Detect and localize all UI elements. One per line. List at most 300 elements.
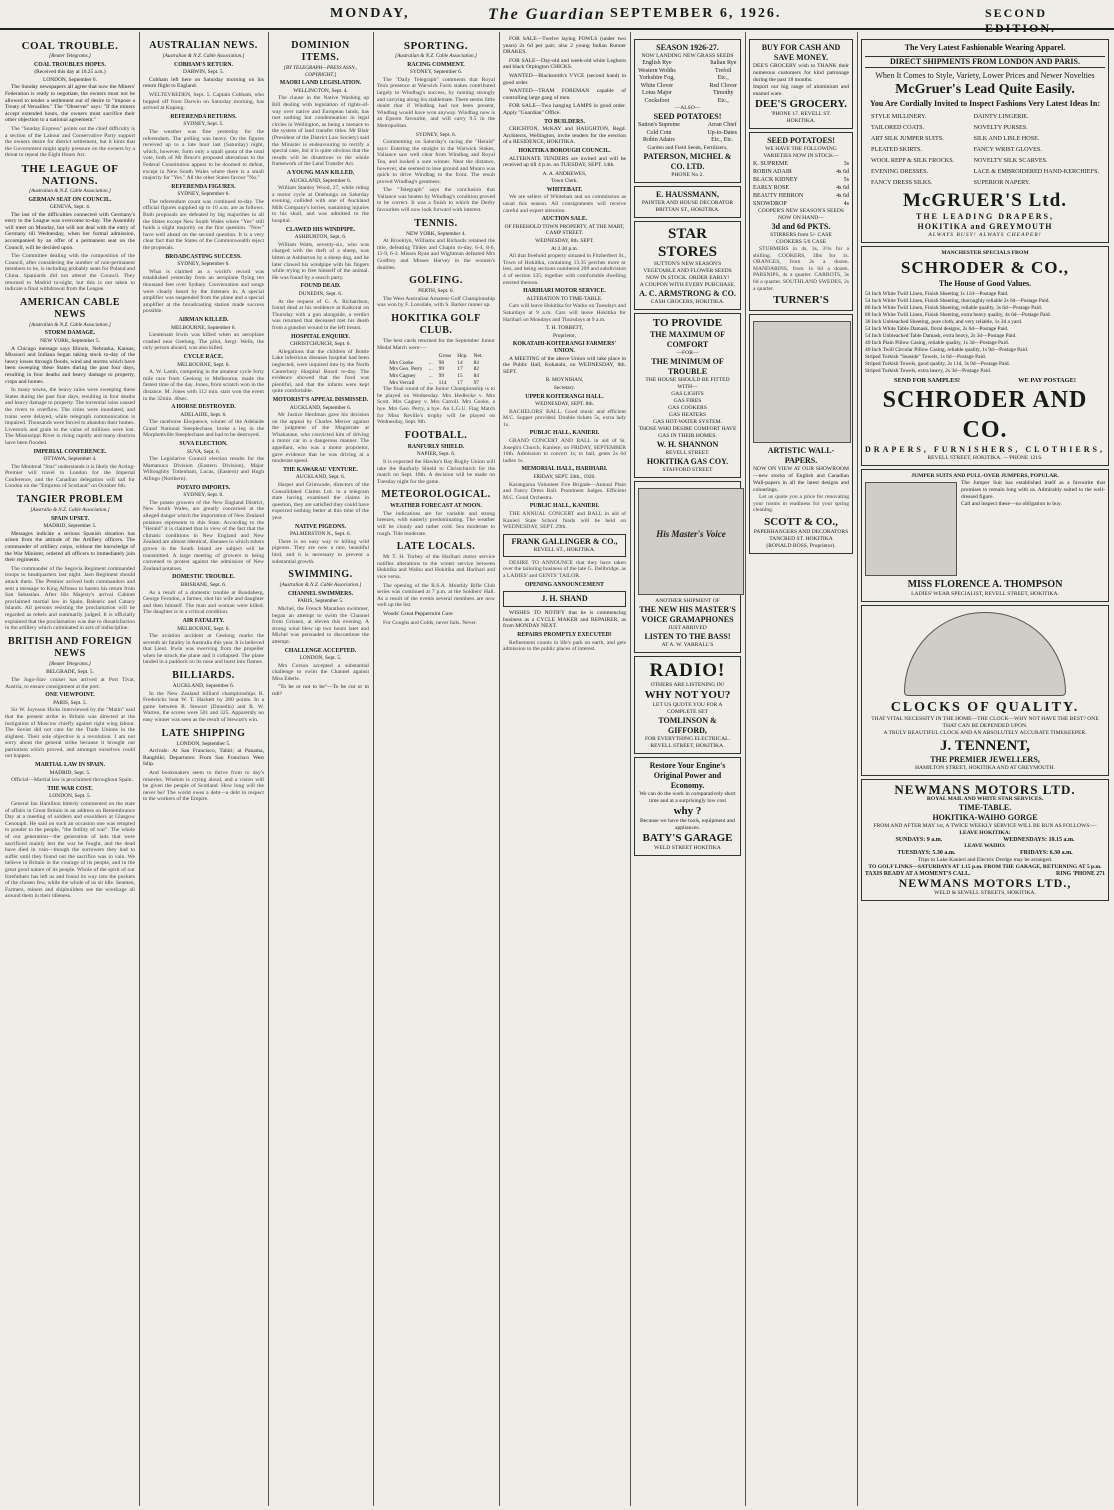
article-text: The aviation accident at Geelong marks the seventh air fatality in Australia this year. It is believed that Lieut. Irwin was swerving from the propeller when he struck the plane and it collapsed. The plane landed in a paddock on its nose and burst into flames. [143, 633, 264, 666]
column-2 [140, 36, 267, 1504]
ad-text: OTHERS ARE LISTENING IN! [650, 681, 725, 688]
subheading: CHANNEL SWIMMERS. [287, 590, 354, 597]
item-price: 3s [843, 161, 849, 167]
list-item: Etc., Etc. [711, 137, 734, 143]
dateline: NEW YORK, September 4. [406, 230, 466, 237]
list-item: FANCY DRESS SILKS. [871, 179, 933, 186]
ad-text: WE HAVE THE FOLLOWING VARIETIES NOW IN STOCK— [763, 146, 839, 159]
item-price: 5s [843, 177, 849, 183]
ad-title: LISTEN TO THE BASS! [644, 631, 731, 641]
ad-text: —FOR— [676, 349, 699, 356]
byline: [Australia & N.Z. Cable Association.] [30, 507, 110, 514]
schedule-day: FRIDAYS: [1020, 850, 1049, 857]
list-item [753, 192, 849, 200]
score-cell: ... [428, 366, 433, 373]
list-item: 54 Inch White Twill Linen, Finish Sheeting, thoroughly reliable 2s 6d—Postage Paid. [865, 298, 1050, 304]
list-item: Yorkshire Fog, [639, 75, 675, 81]
late-locals-headline: LATE LOCALS. [396, 541, 476, 553]
list-item [753, 184, 849, 192]
ad-text: When It Comes to Style, Variety, Lower Prices and Newer Novelties [875, 71, 1095, 80]
classified-ad: Karangarua Volunteer Fire Brigade—Annual Plain and Fancy Dress Ball. Prominent Judges. Efficient M.C. Good Orchestra. [503, 481, 626, 501]
column-8 [858, 36, 1112, 1504]
american-news-headline: AMERICAN CABLE NEWS [19, 296, 121, 320]
ad-price: 3d and 6d PKTS. [771, 222, 831, 231]
dateline: SYDNEY, Sept. 6. [415, 131, 457, 138]
list-item: Lotus Major [641, 90, 672, 96]
schroder-ad [861, 246, 1109, 466]
list-item [753, 160, 849, 168]
byline: [Reuter Telegrams.] [49, 53, 91, 59]
article-text: The "Sunday Express" points out the chief difficulty is a section of the Labour and Conservative Party support the owners desire for district settlement, but it hints that the Government might apply pressure on the owners by a threat to repeal the Eight Hours Act. [5, 125, 135, 159]
subheading: WEATHER FORECAST AT NOON. [390, 503, 482, 510]
seed-list [638, 60, 737, 105]
score-cell: 97 [473, 379, 479, 386]
article-text: Arrivals: At San Francisco, Tahiti; at Panama, Rangitiki; Departures: From San Francisco West Islip. [143, 748, 264, 768]
dateline: PARIS, September 5. [297, 598, 344, 605]
ad-text: NOW LANDING NEW GRASS SEEDS [641, 53, 734, 59]
item-price: 4s 6d [836, 185, 849, 191]
subheading: CHALLENGE ACCEPTED. [284, 647, 357, 654]
subheading: IMPERIAL CONFERENCE. [33, 448, 107, 455]
list-item: Striped Turkish Towels, extra heavy, 2s 3d—Postage Paid. [865, 368, 992, 374]
article-text: For Coughs and Colds, never fails. Never. [383, 619, 477, 626]
dateline: NAPIER, Sept. 6. [416, 451, 456, 458]
article-text: WELTEVREDEN, Sept. 5. Captain Cobham, who hopped off from Darwin on Saturday morning, has arrived at Kupang. [143, 91, 264, 112]
article-text: The opening of the R.S.A. Monthly Rifle Club series was continued at 7 p.m. at the Soldiers' Hall. As a result of the events several members are now well up the list. [377, 582, 495, 609]
ad-title: Restore Your Engine's Original Power and Economy. [649, 760, 726, 790]
dateline: AUCKLAND, September 6. [289, 177, 352, 184]
ad-text: LET US QUOTE YOU FOR A COMPLETE SET [652, 701, 723, 715]
byline: [Australian & N.Z. Cable Association.] [29, 187, 111, 194]
ad-title: FRANK GALLINGER & CO., [511, 536, 618, 546]
score-header: Net. [473, 353, 483, 360]
article-text: The West Australian Amateur Golf Championship was won by F. Lonsdale, with S. Barker runner up. [377, 295, 495, 309]
ad-text: PAINTER AND HOUSE DECORATOR BRITTAN ST., HOKITIKA. [641, 199, 734, 213]
list-item: ART SILK JUMPER SUITS. [871, 135, 944, 142]
subheading: WHITEBAIT. [546, 186, 583, 193]
article-text: Mr Justice Herdman gave his decision on the appeal by Charles Mercer against the judgment of the Magistrate at Whakatane, who convicted him of driving a motor car in a dangerous manner. The appellant, who was a motor proprietor, gave evidence that he was driving at a moderate speed. [272, 412, 369, 465]
subheading: REPAIRS PROMPTLY EXECUTED! [517, 631, 612, 638]
subheading: NATIVE PIGEONS. [294, 523, 347, 530]
score-cell: Mrs Geo. Perry [389, 366, 423, 373]
dateline: AUCKLAND, September 6. [289, 404, 352, 411]
ad-text: TAXIS READY AT A MOMENT'S CALL. [865, 870, 971, 877]
ad-phone: RING 'PHONE 271 [1056, 870, 1105, 877]
ad-text: ANOTHER SHIPMENT OF [655, 597, 720, 604]
ad-text: COOKERS 5/6 CASE [775, 239, 827, 245]
score-cell: 82 [473, 366, 479, 373]
ad-text: Because we have the tools, equipment and appliances. [640, 817, 735, 831]
notice-text: ALTERATION TO TIME-TABLE. [526, 295, 603, 302]
ad-title: McGruer's Lead Quite Easily. [895, 82, 1075, 97]
ad-text: THE HOUSE SHOULD BE FITTED WITH— [645, 376, 730, 390]
list-item: SUPERIOR NAPERY. [973, 179, 1031, 186]
list-item: WOOL REPP & SILK FROCKS. [871, 157, 955, 164]
table-row [386, 360, 486, 367]
item-price: 4s 6d [836, 169, 849, 175]
ad-firm: HOKITIKA GAS COY. [646, 456, 729, 466]
classified-ad: GRAND CONCERT AND BALL in aid of St. Joseph's Church, Kaniere, on FRIDAY, SEPTEMBER 10th. Admission to concert 1s; to ball, gents 2s 6d ladies 1s. [503, 438, 626, 464]
ad-text: Trips to Lake Kanieri and Electric Dredge may be arranged. [917, 856, 1053, 863]
table-row [386, 366, 486, 373]
notice-date: FRIDAY, SEPT. 24th., 1926. [533, 474, 596, 481]
ad-text: Garden and Field Seeds, Fertilizers, [647, 144, 728, 151]
list-item: Red Clover [709, 82, 737, 89]
ad-address: REVELL ST., HOKITIKA. [533, 546, 596, 553]
dateline: AUCKLAND, September 6. [172, 683, 235, 690]
signature-title: Town Clerk. [551, 178, 578, 185]
dateline: MADRID, September 5. [43, 523, 97, 530]
item-name: K. SUPREME [753, 161, 789, 167]
article-text: Harper and Grimwade, directors of the Consolidated Claims Ltd. in a telegram state having examined the claims in question, they are satisfied they could have expected nothing better at this time of the year. [272, 482, 369, 521]
schroder-footer [865, 378, 1105, 385]
dateline: LONDON, September 6. [43, 76, 97, 83]
schedule-time: 5.30 a.m. [932, 850, 956, 857]
article-text: Commenting on Saturday's racing the "Herald" says: Entering the straight in the Warwick Stakes, Valiance saw well clear from Windbag and Royal Tea, and looked a sure winner. Near the distance, however, she seemed to lose ground and Munro was quick to drive Windbag to the front. The result proved Windbag's greatness. [377, 139, 495, 185]
ad-text: A COUPON WITH EVERY PURCHASE. [639, 281, 736, 288]
haussmann-ad [634, 186, 741, 218]
list-item: GAS HOT-WATER SYSTEM. [653, 418, 722, 425]
subheading: PUBLIC HALL, KANIERI. [529, 430, 600, 437]
article-text: There is no easy way to killing wild pigeons. They are now a rare, beautiful bird, and it is necessary to prevent a substantial growth. [272, 538, 369, 565]
dominion-items-headline: DOMINION ITEMS. [291, 40, 350, 63]
article-text: Mrs Corson accepted a substantial challenge to swim the Channel against Miss Ederle. [272, 662, 369, 682]
column-4 [374, 36, 498, 1504]
ad-text: JUST ARRIVED [668, 624, 707, 631]
score-cell: 99 [438, 366, 445, 373]
dateline: PARIS, Sept. 5. [53, 699, 87, 706]
shand-ad [503, 591, 626, 607]
schedule-time: 10.15 a.m. [1048, 836, 1075, 843]
list-item [753, 200, 849, 208]
score-cell: 15 [457, 372, 463, 379]
subheading: CLAWED HIS WINDPIPE. [285, 226, 356, 233]
article-text: William Stanley Wood, 27, while riding a motor cycle at Onehunga on Saturday evening, collided with one of Auckland Milk Company's lorries, sustaining injuries to his skull, and was admitted to the hospital. [272, 185, 369, 225]
ad-title: The Very Latest Fashionable Wearing Apparel. [904, 43, 1066, 52]
list-item: Timothy [713, 90, 734, 96]
list-item: Italian Rye [710, 60, 737, 66]
article-text: In many towns, the heavy rains were sweeping these States during the past four days, resulting in four deaths and heavy damage to property. The torrential rains caused the rivers to overflow. The cities were inundated, and trains were delayed, while telegraph communication is impaired. Thousands were forced to abandon their homes. Livestock and grain to the value of millions were lost. The Mississippi River is rising rapidly and many districts have been flooded. [5, 387, 135, 446]
classified-ad: Refinement counts in life's path on earth, and gets admission to the public places of interest. [503, 639, 626, 653]
dateline: BELGRADE, Sept. 5. [46, 669, 94, 676]
signature: T. H. TORBETT, [545, 325, 584, 332]
shipping-headline: LATE SHIPPING [161, 727, 246, 739]
ad-text: FROM AND AFTER MAY 1st, A TWICE WEEKLY SERVICE WILL BE RUN AS FOLLOWS:— [873, 822, 1097, 829]
subheading: OPENING ANNOUNCEMENT [524, 581, 605, 588]
list-item: GAS HEATERS [668, 411, 707, 418]
article-text: The potato growers of the New England District, New South Wales, are greatly concerned at the alleged danger which the importation of New Zealand potatoes represents to this State. According to the "Herald" it is claimed that in view of the fact that the climatic conditions in New England and New Zealand are almost identical, diseases to which tubers grown in the South Island are subject will be transmitted. A large meeting of growers is being convened to protest against the admission of New Zealand potatoes. [143, 499, 264, 572]
list-item: GAS FIRES [673, 397, 702, 404]
ad-firm: AT A. W. YARRALL'S [661, 641, 714, 648]
classified-ad: FOR SALE—Two hanging LAMPS in good order. Apply "Guardian" Office. [503, 103, 626, 116]
list-item: Trefoil [715, 67, 732, 74]
list-item: NOVELTY PURSES. [973, 124, 1028, 131]
article-text: It is expected the Hawke's Bay Rugby Union will take the Ranfurly Shield to Christchurch for the match on Sept. 18th. A decision will be made on Tuesday night for the game. [377, 458, 495, 485]
hmv-dog-gramophone-image [638, 488, 744, 595]
subheading: AIR FATALITY. [182, 617, 225, 624]
article-text: General Ian Hamilton bitterly commented on the state of affairs in Great Britain in an address on Remembrance Day at a meeting of soldiers and exsoldiers at Glasgow Cenotaph. He said on such an occasion one was tempted to ponder to the people, "the futility of war". The whole of our generation—the generation of lads that were sacrificed mainly lest the war be fought, and the dead have died in vain—though the sorrowers they had to suffer until they found out the sacrifice was in vain. We believe in Britain in the courage of its people, and in the great good nature of its people. Whole of the spirit of our forefathers has left us and found its way into the pockets of the chosen few, while the whole of us sit idle. Seamen, Farmers, miners and shipbuilders see the wreckage all around them in their idleness. [5, 801, 135, 900]
list-item: Western Wolths [638, 67, 676, 74]
ad-text: WE PAY POSTAGE! [1018, 377, 1076, 384]
dateline: NEW YORK, September 5. [40, 338, 100, 344]
list-item: GAS COOKERS [668, 404, 707, 411]
signature-title: Proprietor, [553, 332, 576, 339]
subheading: PUBLIC HALL, KANIERI. [529, 503, 600, 510]
ad-title: CLOCKS OF QUALITY. [890, 699, 1080, 715]
hmv-ad [634, 481, 741, 653]
ad-firm: NEWMANS MOTORS LTD. [894, 781, 1076, 797]
masthead-edition: SECOND EDITION. [985, 6, 1057, 35]
hokitika-departures [865, 837, 1105, 844]
ad-text: Import our big range of aluminium and enamel ware. [753, 84, 849, 97]
ad-address: WELD & SEWELL STREETS, HOKITIKA. [934, 890, 1036, 897]
article-text: The referendum count was continued to-day. The official figures supplied up to 10 a.m. are as follows. Both proposals are defeated by big majorities in all the States except New South Wales where "Yes" still holds a slight majority on the first question. "Now" have well ahead on the second question. It is a very clear fact that the States of the Commonwealth reject the proposals. [143, 198, 264, 252]
ad-text: TO GOLF LINKS—SATURDAYS AT 1.15 p.m. FROM THE GARAGE, RETURNING AT 5 p.m. [868, 863, 1102, 870]
subheading: REFERENDA RETURNS. [170, 113, 237, 120]
article-text: The clause in the Native Washing up Bill dealing with legislation of rights-of-way over native and European lands, has met nothing but condemnation in legal circles in Wellington, as being a menace to the system of land transfer titles. Mr Blair (President of the District Law Society) said the Minister is endeavouring to rectify a special case, but it is quite obvious that the results will be disastrous to the whole framework of the Land Transfer Act. [272, 95, 369, 168]
subheading: GERMAN SEAT ON COUNCIL. [28, 196, 112, 203]
classified-ad: FOR SALE—Day-old and week-old white Leghorn and black Orpington CHICKS. [503, 57, 626, 71]
ad-title: J. H. SHAND [541, 594, 588, 604]
ad-firm: A. C. ARMSTRONG & CO. [639, 288, 736, 298]
ad-firm: SCHRODER & CO., [900, 258, 1069, 277]
classified-ad: We are sellers of Whitebait and on commission as usual this season. All consignments will receive careful and expert attention. [503, 194, 626, 214]
article-text: The weather was fine yesterday for the referendum. The polling was heavy. On the figures received up to a late hour last (Saturday) night, which, however, form only a small quota of the total vote, both of Mr Bruce's proposed alterations to the Federal Constitution appear to be doomed to defeat, except in New South Wales where there is a small majority for "Yes." All the other States favour "No." [143, 128, 264, 182]
tangier-headline: TANGIER PROBLEM [16, 494, 124, 506]
golf-club-headline: HOKITIKA GOLF CLUB. [391, 313, 481, 336]
list-item: 40 Inch Plain Pillow Casing, reliable quality, 1s 3d—Postage Paid. [865, 340, 1009, 346]
ad-title: DIRECT SHIPMENTS FROM LONDON AND PARIS. [865, 56, 1105, 68]
list-item: 36 Inch Unbleached Sheeting, pure cloth, and very reliable, 1s 3d a yard. [865, 319, 1023, 325]
subheading: A YOUNG MAN KILLED. [286, 169, 355, 176]
article-text: The Sunday newspapers all agree that now the Miners' Federation is ready to negotiate, the owners must not be allowed to tender a settlement out of desire to "impose a Treaty of Versailles." The "Observer" says: "If the miners accept extended hours, the owners must sacrifice their other objection to a national agreement." [5, 84, 135, 124]
list-item: White Clover [640, 82, 674, 89]
ad-text: THOSE WHO DESIRE COMFORT HAVE GAS IN THEIR HOMES. [638, 425, 737, 439]
batys-garage-ad [634, 757, 741, 856]
australian-news-headline: AUSTRALIAN NEWS. [149, 40, 258, 51]
article-text: Official—Martial law is proclaimed throughout Spain. [11, 777, 133, 784]
article-text: Cobham left here on Saturday morning on his return flight to England. [143, 76, 264, 90]
dateline: SYDNEY, Sept. 6. [183, 492, 224, 499]
ad-firm: McGRUER'S Ltd. [903, 190, 1067, 211]
article-text: The Jugo-Slav cruiser has arrived at Port Tivat, Austria, to ensure consignment at the port. [5, 676, 135, 690]
column-1 [2, 36, 138, 1504]
subheading: CYCLE RACE. [183, 353, 224, 360]
ad-text: The Jumper Suit has established itself as a favourite that promises to remain long with us. Admirably suited to the well-dressed figure. [961, 479, 1105, 500]
column-3 [269, 36, 372, 1504]
ad-text: THAT VITAL NECESSITY IN THE HOME—THE CLOCK—WHY NOT HAVE THE BEST? ONE THAT CAN BE DEPENDED UPON. [871, 715, 1099, 729]
article-text: Messages indicate a serious Spanish situation has arisen from the attitude of the Artillery officers. The commander of artillery corps, without the knowledge of the War Minister, ordered all officers to immediately join their regiments. [5, 530, 135, 564]
score-cell: ... [428, 359, 433, 366]
article-text: The racehorse Eloquence, winner of the Adelaide Grand National Steeplechase, broke a leg in the Morphettville Steeplechase and had to be destroyed. [143, 419, 264, 439]
ad-text: NOW ON VIEW AT OUR SHOWROOM—new stocks of English and Canadian Wall-papers in all the latest designs and colourings. [753, 466, 849, 494]
mantel-clock-image [904, 612, 1066, 696]
ad-text: The House of Good Values. [938, 279, 1032, 288]
column-7 [746, 36, 856, 1504]
classified-ad: BACHELORS' BALL. Good music and efficient M.C. Supper provided. Double tickets 5s, extra lady 1s. [503, 408, 626, 428]
subheading: AIRMAN KILLED. [178, 316, 229, 323]
ad-title: ARTISTIC WALL-PAPERS. [767, 446, 835, 466]
ad-firm: W. H. SHANNON [656, 439, 719, 449]
article-text: The last of the difficulties connected with Germany's entry to the League was overcome to-day. The Assembly will meet on Monday, but will not deal with the entry of Germany till Wednesday, when her formal admission, accompanied by an offer of a permanent seat on the Council, will be decided upon. [5, 211, 135, 251]
dateline: BRISBANE, Sept. 6. [180, 581, 227, 588]
ad-firm: TURNER'S [773, 294, 829, 307]
subheading: POTATO IMPORTS. [176, 484, 231, 491]
article-text: "To be or not to be"—To be cut or to rub? [272, 684, 369, 698]
score-cell: 99 [438, 372, 445, 379]
meteorological-headline: METEOROLOGICAL. [381, 489, 491, 501]
subheading: HOSPITAL ENQUIRY. [291, 333, 350, 340]
subheading: RANFURLY SHIELD. [407, 443, 465, 450]
ad-title: THE MINIMUM OF TROUBLE [651, 356, 724, 376]
byline: [Australian & N.Z. Cable Association.] [162, 53, 245, 59]
ad-address: HAMILTON STREET, HOKITIKA AND AT GREYMOUTH. [914, 764, 1056, 771]
score-cell: 17 [457, 379, 463, 386]
notice-date: WEDNESDAY, 8th. SEPT. [535, 238, 594, 245]
list-item: Sutton's Supreme [638, 122, 680, 128]
ad-text: PAPERHANGERS AND DECORATORS [753, 528, 849, 535]
golf-scores-table [386, 353, 486, 386]
ad-firm: NEWMANS MOTORS LTD., [898, 876, 1072, 891]
ad-text: STIRRERS from 5/- CASE [770, 232, 832, 238]
ad-text: MANCHESTER SPECIALS FROM [941, 250, 1029, 256]
dateline: PALMERSTON N., Sept. 6. [290, 531, 351, 538]
wallpaper-pattern-image [753, 321, 851, 443]
dateline: CHRISTCHURCH, Sept. 6. [290, 341, 351, 348]
item-price: 4s [843, 201, 849, 207]
classified-ad: THE ANNUAL CONCERT and BALL in aid of Kanieri State School funds will be held on WEDNESDAY, SEPT. 29th. [503, 511, 626, 531]
article-text: The Committee dealing with the composition of the Council, after considering the number of non-permanent members to be, is including probably seats for Poland and China. Spaniards did not attend the Council. They returned to Madrid to-night, but this is not taken to indicate a final withdrawal from the League. [5, 253, 135, 293]
article-text: At Brooklyn, Williams and Richards retained the title, defeating Tilden and Chapin to-day, 6-4, 8-6, 11-9, 6-3. Misses Ryan and Wightman defeated Mrs Godfrey and Misses Harvey in the women's doubles. [377, 238, 495, 271]
ad-firm: TOMLINSON & GIFFORD, [658, 715, 717, 735]
wallpaper-ad [749, 314, 853, 554]
score-cell: 84 [473, 372, 479, 379]
article-text: The Legislative Council election results for the Mamanuca Division (Eastern Division), Major Willoughby Tottenham, Lucas, (Eastern) and Hugh Allingo (Northern). [143, 456, 264, 483]
article-text: The "Daily Telegraph" comments that Royal Tea's presence at Warwick Farm stakes contributed largely to Windbag's success, by running strongly and carrying along his stablemate. There seems little doubt that if Windbag had not been present, Windbag would have won anyway. Windbag now is an Epsom favourite, and will carry 9.5 in the Metropolitan. [377, 76, 495, 129]
ad-title: HOKITIKA-WAIHO GORGE [932, 812, 1038, 822]
list-item: FANCY WRIST GLOVES. [973, 146, 1042, 153]
radio-ad [634, 656, 741, 754]
billiards-headline: BILLIARDS. [172, 670, 235, 682]
dateline: SYDNEY, September 6. [409, 69, 463, 76]
classified-ad: WISHES TO NOTIFY that he is commencing business as a CYCLE MAKER and REPAIRER, as from MONDAY NEXT. [503, 610, 626, 630]
score-cell: Mrs Cooke [389, 359, 414, 366]
ad-firm: MISS FLORENCE A. THOMPSON [907, 578, 1063, 590]
ad-title: SEED POTATOES! [653, 112, 722, 121]
hmv-logo-text: His Master's Voice [656, 528, 726, 539]
notice-text: OF FREEHOLD TOWN PROPERTY, AT THE MART, CAMP STREET. [504, 223, 625, 237]
dateline: DARWIN, Sept. 5. [183, 69, 224, 76]
subheading: BROADCASTING SUCCESS. [165, 253, 242, 260]
article-text: At the request of G. A. Richardson, found dead at his residence at Kaikorai on Thursday with a gun alongside, a verdict was returned that deceased met his death from a gunshot wound in the left breast. [272, 298, 369, 331]
ad-address: HOKITIKA. [786, 118, 816, 124]
article-text: Mr T. H. Torbey of the Harihari motor service notifies alterations to the winter service between Hokitika and Waiho and Hokitika and Harihari and vice versa. [377, 554, 495, 581]
masthead-day: MONDAY, [330, 6, 410, 21]
classified-ad: CRICHTON, McKAY and HAUGHTON, Regd. Architects, Wellington, invite tenders for the erection of a RESIDENCE, HOKITIKA. [503, 126, 626, 146]
ad-title: JUMPER SUITS AND PULL-OVER JUMPERS, POPULAR. [911, 472, 1059, 479]
list-item: NOVELTY SILK SCARVES. [973, 157, 1048, 164]
list-item: Etc., [717, 75, 729, 81]
list-item: 80 Inch White Twill Linen, Finish Sheeting, extra heavy quality, 4s 6d—Postage Paid. [865, 312, 1051, 318]
list-item: EVENING DRESSES. [871, 168, 929, 175]
subheading: HARIHARI MOTOR SERVICE. [523, 288, 606, 295]
ad-address: HOKITIKA and GREYMOUTH [917, 222, 1053, 231]
column-5 [500, 36, 629, 1504]
ad-text: CASH GROCERS, HOKITIKA. [650, 298, 725, 305]
item-name: ROBIN ADAIR [753, 169, 792, 175]
dateline: DUNEDIN, Sept. 6. [298, 291, 343, 297]
subheading: RACING COMMENT. [407, 61, 465, 68]
article-text: The final round of the Junior Championship is to be played on Wednesday. Mrs Hedlecke v. Mrs Scott. Mrs Cagney v. Mrs Carroll. Mrs Cooke, a bye. Mrs Geo. Perry, a bye. An L.G.U. Flag Match for Miss Reville's trophy will be played on Wednesday, Sept. 8th. [377, 386, 495, 426]
ad-title: STAR STORES [658, 225, 717, 260]
byline: [Australian & N.Z. Cable Association.] [279, 582, 362, 589]
subheading: COBHAM'S RETURN. [174, 61, 233, 68]
list-item: 54 Inch White Table Damask, floral designs, 2s 6d—Postage Paid. [865, 326, 1009, 332]
subheading: DOMESTIC TROUBLE. [172, 574, 235, 581]
turners-ad [749, 132, 853, 311]
masthead [0, 0, 1114, 35]
british-foreign-headline: BRITISH AND FOREIGN NEWS [8, 635, 132, 659]
column-6 [631, 36, 744, 1504]
list-item: 80 Inch White Twill Linen, Finish Sheeting, reliable quality, 3s 6d—Postage Paid. [865, 305, 1043, 311]
subheading: MOTORIST'S APPEAL DISMISSED. [272, 396, 369, 403]
gas-ad [634, 313, 741, 478]
frank-gallinger-ad [503, 534, 626, 557]
ad-firm: SCHRODER AND CO. [882, 386, 1088, 443]
article-text: Lieutenant Irwin was killed when an aeroplane crashed near Geelong. The pilot, Sergt. Wells, the only person aboard, was also killed. [143, 332, 264, 352]
ad-text: —ALSO— [674, 105, 701, 111]
item-name: SNOWDROP [753, 201, 787, 207]
ad-title: THE MAXIMUM OF COMFORT [649, 329, 726, 349]
subheading: MAORI LAND LEGISLATION. [279, 80, 362, 87]
advertisement-text: Woods' Great Peppermint Cure [383, 611, 453, 617]
ad-text: FOR EVERYTHING ELECTRICAL. [645, 735, 730, 742]
ad-address: STAFFORD STREET [662, 466, 713, 473]
list-item: Robin Adairs [643, 137, 675, 143]
ad-firm: J. TENNENT, [940, 737, 1030, 754]
subheading: UPPER KOITERANGI HALL. [525, 393, 604, 400]
swimming-headline: SWIMMING. [288, 569, 353, 581]
ad-text: DEE'S GROCERY wish to THANK their numerous customers for kind patronage during the past 18 months. [753, 63, 849, 83]
byline: [Reuter Telegrams.] [49, 660, 91, 667]
subheading: A HORSE DESTROYED. [171, 404, 236, 411]
dateline: WELLINGTON, Sept. 4. [293, 87, 348, 94]
ad-address: LADIES' WEAR SPECIALIST, REVELL STREET, HOKITIKA. [911, 590, 1059, 597]
ad-text: LEAVE HOKITIKA: [959, 829, 1011, 836]
item-name: EARLY ROSE [753, 185, 790, 191]
list-item: Striped Turkish Towels, good quality, 2s 11d, 3s 9d—Postage Paid. [865, 361, 1010, 367]
newmans-ad [861, 779, 1109, 902]
score-cell: 84 [473, 359, 479, 366]
dateline: SYDNEY, September 6. [177, 261, 230, 268]
subheading: THE WAR COST. [47, 785, 93, 792]
masthead-title: The Guardian [488, 6, 606, 23]
list-item: TAILORED COATS. [871, 124, 925, 131]
subheading: STORM DAMAGE. [44, 330, 96, 337]
table-row [386, 373, 486, 380]
ad-text: Call and inspect these—no obligation to buy. [961, 500, 1062, 507]
dateline: OTTAWA, September 4. [43, 456, 97, 463]
byline: [BY TELEGRAPH—PRESS ASSN., COPYRIGHT.] [283, 65, 358, 78]
signature-title: Secretary. [553, 384, 576, 391]
ad-address: TANCRED ST. HOKITIKA [769, 535, 833, 542]
subheading: SUVA ELECTION. [179, 441, 228, 448]
star-stores-ad [634, 221, 741, 310]
schedule-day: SUNDAYS: [895, 836, 926, 843]
subheading: THE KAWARAU VENTURE. [283, 466, 358, 473]
coal-headline: COAL TROUBLE. [21, 40, 119, 52]
ad-text: (RONALD ROSS, Proprietor). [766, 542, 836, 549]
